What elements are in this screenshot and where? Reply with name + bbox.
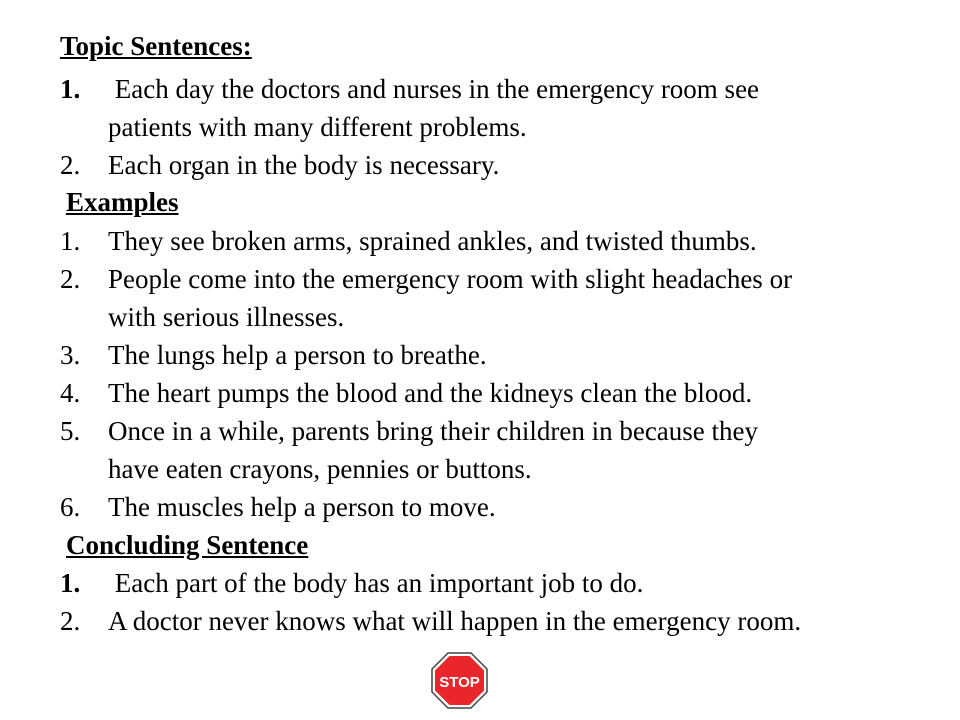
concluding-item-2-number: 2. [60, 606, 81, 636]
topic-item-1-text: Each day the doctors and nurses in the emergency room see [108, 74, 760, 104]
example-item-6-text: The muscles help a person to move. [108, 492, 496, 522]
example-item-1-number: 1. [60, 226, 81, 256]
topic-item-2-number: 2. [60, 150, 81, 180]
example-item-6-number: 6. [60, 492, 81, 522]
example-item-5-number: 5. [60, 416, 81, 446]
example-item-4-number: 4. [60, 378, 81, 408]
topic-item-1-number: 1. [60, 74, 81, 104]
example-item-5-continuation: have eaten crayons, pennies or buttons. [108, 454, 532, 484]
example-item-2-number: 2. [60, 264, 81, 294]
concluding-item-2-text: A doctor never knows what will happen in the emergency room. [108, 606, 802, 636]
concluding-item-1-number: 1. [60, 568, 81, 598]
example-item-3-text: The lungs help a person to breathe. [108, 340, 487, 370]
concluding-sentence-heading: Concluding Sentence [66, 530, 309, 560]
example-item-1-text: They see broken arms, sprained ankles, and twisted thumbs. [108, 226, 757, 256]
examples-heading: Examples [66, 187, 179, 217]
topic-item-1-continuation: patients with many different problems. [108, 112, 527, 142]
concluding-item-1-text: Each part of the body has an important job to do. [108, 568, 644, 598]
example-item-2-continuation: with serious illnesses. [108, 302, 345, 332]
example-item-2-text: People come into the emergency room with slight headaches or [108, 264, 793, 294]
example-item-5-text: Once in a while, parents bring their children in because they [108, 416, 759, 446]
stop-sign-icon [431, 652, 488, 709]
topic-sentences-heading: Topic Sentences: [60, 31, 252, 61]
topic-item-2-text: Each organ in the body is necessary. [108, 150, 500, 180]
example-item-3-number: 3. [60, 340, 81, 370]
example-item-4-text: The heart pumps the blood and the kidneys clean the blood. [108, 378, 753, 408]
stop-sign-label: STOP [439, 674, 480, 691]
